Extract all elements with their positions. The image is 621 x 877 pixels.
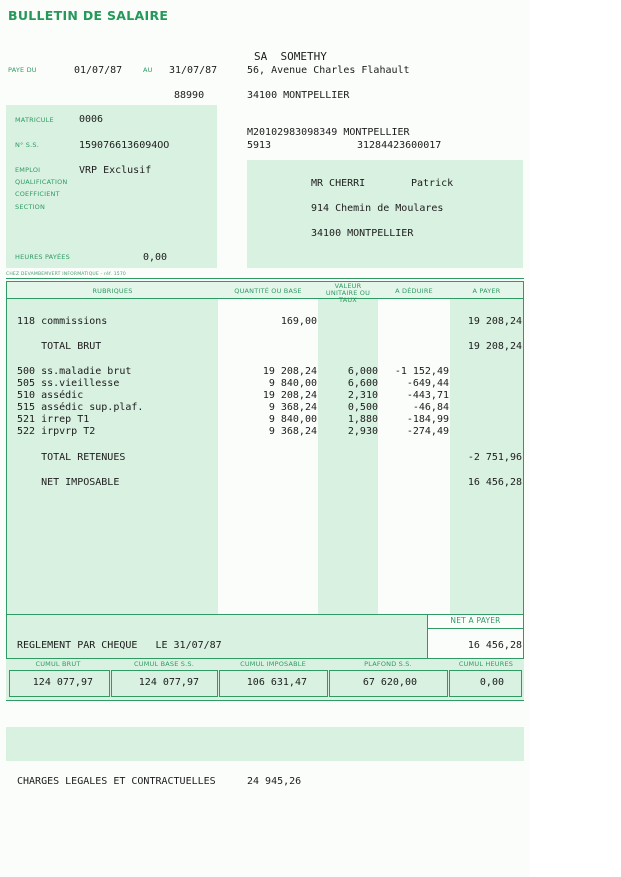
line-rate: 2,310 xyxy=(347,390,378,401)
line-pay: 19 208,24 xyxy=(467,341,522,352)
line-deduct: -443,71 xyxy=(406,390,449,401)
form-reference: CHEZ DEVAMBEMVERT INFORMATIQUE - réf. 1570 xyxy=(6,272,126,277)
period-from-label: PAYE DU xyxy=(8,66,37,74)
line-rate: 6,000 xyxy=(347,366,378,377)
line-deduct: -46,84 xyxy=(412,402,449,413)
line-label: 515 assédic sup.plaf. xyxy=(17,402,144,413)
cumul-heures-label: CUMUL HEURES xyxy=(458,660,514,668)
employee-address1: 914 Chemin de Moulares xyxy=(311,203,444,214)
period-to-label: AU xyxy=(143,66,153,74)
employer-number: 31284423600017 xyxy=(357,140,442,151)
matricule-value: 0006 xyxy=(79,114,104,125)
line-label: 505 ss.vieillesse xyxy=(17,378,120,389)
line-qty: 19 208,24 xyxy=(262,366,317,377)
line-label: TOTAL RETENUES xyxy=(17,452,126,463)
line-label: 118 commissions xyxy=(17,316,108,327)
employer-ref: M20102983098349 MONTPELLIER xyxy=(247,127,410,138)
line-pay: 16 456,28 xyxy=(467,477,522,488)
cumul-brut-value: 124 077,97 xyxy=(32,677,93,688)
cumul-brut-label: CUMUL BRUT xyxy=(35,660,81,668)
period-from: 01/07/87 xyxy=(74,65,123,76)
col-header-rate: VALEUR UNITAIRE OU TAUX xyxy=(325,282,371,304)
employer-address2: 34100 MONTPELLIER xyxy=(247,90,350,101)
plafond-ss-label: PLAFOND S.S. xyxy=(364,660,412,668)
qualification-label: QUALIFICATION xyxy=(15,178,68,186)
line-qty: 19 208,24 xyxy=(262,390,317,401)
col-rubriques-shade xyxy=(7,282,218,615)
document-title: BULLETIN DE SALAIRE xyxy=(8,8,169,23)
matricule-label: MATRICULE xyxy=(15,116,54,124)
employee-first-name: Patrick xyxy=(411,178,454,189)
line-pay: -2 751,96 xyxy=(467,452,522,463)
line-rate: 2,930 xyxy=(347,426,378,437)
col-header-rubriques: RUBRIQUES xyxy=(92,287,133,295)
cumul-base-value: 124 077,97 xyxy=(138,677,199,688)
table-header-line xyxy=(7,298,523,299)
cumul-bottom-line xyxy=(6,700,524,701)
line-qty: 169,00 xyxy=(280,316,317,327)
cumul-heures-value: 0,00 xyxy=(479,677,504,688)
line-qty: 9 368,24 xyxy=(268,426,317,437)
line-label: 500 ss.maladie brut xyxy=(17,366,132,377)
coefficient-label: COEFFICIENT xyxy=(15,190,60,198)
cumul-imposable-value: 106 631,47 xyxy=(246,677,307,688)
employer-name: SA SOMETHY xyxy=(254,50,327,63)
employee-name: MR CHERRI xyxy=(311,178,366,189)
charges-value: 24 945,26 xyxy=(247,776,302,787)
line-qty: 9 368,24 xyxy=(268,402,317,413)
charges-label: CHARGES LEGALES ET CONTRACTUELLES xyxy=(17,776,216,787)
employee-info-box xyxy=(6,105,217,268)
col-pay-shade xyxy=(450,282,523,615)
col-header-pay: A PAYER xyxy=(472,287,501,295)
employer-code: 5913 xyxy=(247,140,272,151)
line-label: 521 irrep T1 xyxy=(17,414,90,425)
heures-label: HEURES PAYÉES xyxy=(15,253,70,261)
line-label: TOTAL BRUT xyxy=(17,341,102,352)
employer-address1: 56, Avenue Charles Flahault xyxy=(247,65,410,76)
nss-label: N° S.S. xyxy=(15,141,39,149)
line-label: 510 assédic xyxy=(17,390,84,401)
heures-value: 0,00 xyxy=(143,252,168,263)
line-qty: 9 840,00 xyxy=(268,414,317,425)
net-a-payer-divider xyxy=(428,628,523,629)
emploi-label: EMPLOI xyxy=(15,166,41,174)
nss-value: 1590766136094OO xyxy=(79,140,170,151)
line-rate: 6,600 xyxy=(347,378,378,389)
line-deduct: -1 152,49 xyxy=(394,366,449,377)
line-deduct: -274,49 xyxy=(406,426,449,437)
line-rate: 1,880 xyxy=(347,414,378,425)
period-code: 88990 xyxy=(174,90,205,101)
line-label: NET IMPOSABLE xyxy=(17,477,120,488)
net-a-payer-label: NET A PAYER xyxy=(450,616,501,625)
payment-method: REGLEMENT PAR CHEQUE LE 31/07/87 xyxy=(17,640,222,651)
net-a-payer-value: 16 456,28 xyxy=(467,640,522,651)
col-rate-shade xyxy=(318,282,378,615)
line-qty: 9 840,00 xyxy=(268,378,317,389)
line-pay: 19 208,24 xyxy=(467,316,522,327)
plafond-ss-value: 67 620,00 xyxy=(362,677,417,688)
col-header-qty: QUANTITÉ OU BASE xyxy=(234,287,302,295)
line-rate: 0,500 xyxy=(347,402,378,413)
section-label: SECTION xyxy=(15,203,46,211)
lower-band xyxy=(6,727,524,761)
col-header-deduct: A DÉDUIRE xyxy=(395,287,433,295)
line-label: 522 irpvrp T2 xyxy=(17,426,96,437)
form-separator xyxy=(6,278,524,279)
line-deduct: -184,99 xyxy=(406,414,449,425)
cumul-base-label: CUMUL BASE S.S. xyxy=(134,660,194,668)
period-to: 31/07/87 xyxy=(169,65,218,76)
employee-address2: 34100 MONTPELLIER xyxy=(311,228,414,239)
cumul-imposable-label: CUMUL IMPOSABLE xyxy=(240,660,306,668)
line-deduct: -649,44 xyxy=(406,378,449,389)
emploi-value: VRP Exclusif xyxy=(79,165,152,176)
